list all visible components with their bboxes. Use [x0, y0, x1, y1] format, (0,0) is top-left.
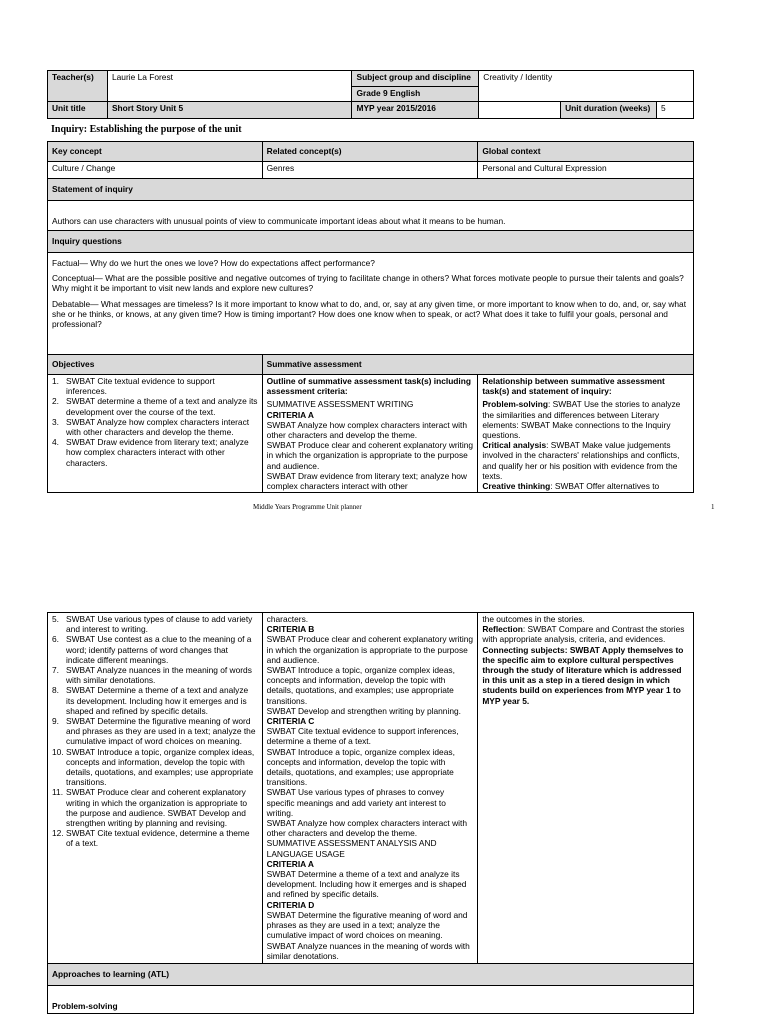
summative-item: characters. — [266, 614, 309, 624]
relationship-cell-page2 — [478, 613, 694, 964]
criteria-a: CRITERIA A — [266, 409, 314, 420]
summative-cell-page2 — [262, 613, 478, 964]
connecting-subjects-text: : SWBAT Apply themselves to the specific aim to explore cultural perspectives through the study of literature which is addressed in this unit as a step in a tiered design in which students build on experiences from MYP year 1 to MYP year 5. — [482, 644, 684, 706]
objective-row — [52, 685, 258, 716]
criteria-d: CRITERIA D — [266, 899, 315, 910]
summative-cell — [262, 375, 478, 493]
relationship-cell — [478, 375, 694, 493]
inquiry-table — [47, 141, 694, 493]
objective-item: SWBAT Draw evidence from literary text; analyze how complex characters interact with other characters. — [66, 437, 249, 468]
creativity-identity: Creativity / Identity — [479, 71, 694, 102]
problem-solving-text: : SWBAT Use the stories to analyze the similarities and differences between Literary elements: SWBAT Make connections to the Inquiry questions. — [482, 399, 681, 441]
subject-label: Subject group and discipline — [352, 71, 479, 87]
objective-number: 7. — [52, 665, 59, 676]
criteria-b: CRITERIA B — [266, 624, 315, 635]
duration-label: Unit duration (weeks) — [561, 102, 657, 119]
duration-value: 5 — [657, 102, 694, 119]
summative-item: SWBAT Introduce a topic, organize complex ideas, concepts and information, develop the topic with details, quotations, and examples; use appropriate transitions. — [266, 746, 455, 788]
reflection-label: Reflection — [482, 624, 523, 635]
summative-item: SWBAT Produce clear and coherent explanatory writing in which the organization is appropriate to the purpose and audience. — [266, 634, 474, 665]
objective-item: SWBAT Cite textual evidence to support inferences. — [66, 376, 215, 397]
debatable-question: Debatable— What messages are timeless? Is it more important to know what to do, and, or, say at any given time, or more important to know when to do, and, or, say what she or he thinks, or knows, at any given time? How is timing important? How does one know when to speak, or act? What does it take to fulfil your goals, personal and professional? — [52, 298, 687, 330]
summative-item: SWBAT Determine the figurative meaning of word and phrases as they are used in a text; analyze the cumulative impact of word choices on meaning. — [266, 909, 468, 941]
header-table — [47, 70, 694, 119]
atl-label: Approaches to learning (ATL) — [48, 964, 694, 986]
global-context-label: Global context — [478, 142, 694, 162]
objective-item: SWBAT determine a theme of a text and analyze its development over the course of the text. — [66, 396, 258, 417]
objective-row — [52, 828, 258, 848]
connecting-subjects-label: Connecting subjects — [482, 644, 565, 655]
objective-row — [52, 614, 258, 634]
objective-item: SWBAT Use various types of clause to add variety and interest to writing. — [66, 614, 253, 635]
problem-solving-heading: Problem-solving — [48, 986, 694, 1014]
objective-item: SWBAT Determine the figurative meaning of word and phrases as they are used in a text; analyze the cumulative impact of word choices on meaning. — [66, 716, 256, 747]
objective-number: 11. — [52, 787, 64, 798]
objective-item: SWBAT Introduce a topic, organize complex ideas, concepts and information, develop the topic with details, quotations, and examples; use appropriate transitions. — [66, 746, 255, 788]
objectives-cell-page2 — [48, 613, 263, 964]
statement-label: Statement of inquiry — [48, 179, 694, 201]
teacher-label: Teacher(s) — [48, 71, 108, 102]
objective-number: 10. — [52, 746, 64, 757]
summative-item: SWBAT Use various types of phrases to convey specific meanings and add variety ant interest to writing. — [266, 787, 446, 818]
objective-item: SWBAT Analyze how complex characters interact with other characters and develop the theme. — [66, 416, 250, 438]
criteria-a: CRITERIA A — [266, 858, 314, 869]
factual-question: Factual— Why do we hurt the ones we love? How do expectations affect performance? — [52, 258, 375, 268]
unit-title-label: Unit title — [48, 102, 108, 119]
relationship-label: Relationship between summative assessment task(s) and statement of inquiry: — [482, 376, 665, 397]
critical-analysis-label: Critical analysis — [482, 440, 547, 451]
subject-value: Grade 9 English — [352, 87, 479, 102]
objective-item: SWBAT Analyze nuances in the meaning of words with similar denotations. — [66, 665, 252, 686]
page2-table — [47, 612, 694, 1014]
objective-row — [52, 747, 258, 788]
footer-text: Middle Years Programme Unit planner — [253, 503, 362, 511]
relationship-intro: the outcomes in the stories. — [482, 614, 585, 624]
reflection-text: : SWBAT Compare and Contrast the stories with appropriate analysis, criteria, and evidences. — [482, 624, 685, 645]
summative-item: SWBAT Analyze how complex characters interact with other characters and develop the theme. — [266, 419, 467, 441]
objective-number: 9. — [52, 716, 59, 727]
objectives-label: Objectives — [48, 355, 263, 375]
summative-label: Summative assessment — [262, 355, 693, 375]
page-number: 1 — [711, 503, 715, 511]
myp-year: MYP year 2015/2016 — [352, 102, 479, 119]
objective-row — [52, 665, 258, 685]
objective-number: 5. — [52, 614, 59, 624]
objective-number: 12. — [52, 828, 64, 839]
objective-row — [52, 787, 258, 828]
conceptual-question: Conceptual— What are the possible positive and negative outcomes of trying to facilitate change in others? What forces motivate people to pursue their talents and goals? Why might it be important to visit new lands and explore new cultures? — [52, 273, 684, 294]
outline-label: Outline of summative assessment task(s) including assessment criteria: — [266, 376, 471, 397]
objective-item: SWBAT Cite textual evidence, determine a theme of a text. — [66, 828, 250, 849]
objective-item: SWBAT Determine a theme of a text and analyze its development. Including how it emerges and is shaped and refined by specific details. — [66, 685, 249, 716]
related-concepts-label: Related concept(s) — [262, 142, 478, 162]
creative-thinking-text: : SWBAT Offer alternatives to — [550, 481, 660, 492]
summative-item: SWBAT Determine a theme of a text and analyze its development. Including how it emerges and is shaped and refined by specific details. — [266, 869, 467, 900]
key-concept-label: Key concept — [48, 142, 263, 162]
summative-item: SWBAT Develop and strengthen writing by planning. — [266, 705, 461, 716]
problem-solving-label: Problem-solving — [482, 399, 548, 410]
creative-thinking-label: Creative thinking — [482, 481, 551, 492]
key-concept-value: Culture / Change — [48, 162, 263, 179]
summative-item: SWBAT Analyze nuances in the meaning of words with similar denotations. — [266, 940, 470, 961]
summative-item: SWBAT Draw evidence from literary text; analyze how complex characters interact with other — [266, 470, 467, 492]
inquiry-questions-label: Inquiry questions — [48, 231, 694, 253]
inquiry-heading: Inquiry: Establishing the purpose of the unit — [51, 124, 242, 135]
global-context-value: Personal and Cultural Expression — [478, 162, 694, 179]
statement-text: Authors can use characters with unusual points of view to communicate important ideas about what it means to be human. — [48, 201, 694, 231]
summative-writing-heading: SUMMATIVE ASSESSMENT WRITING — [266, 399, 414, 410]
objective-number: 8. — [52, 685, 59, 696]
objective-row — [52, 716, 258, 747]
objective-number: 6. — [52, 634, 59, 645]
objectives-cell: 1. SWBAT Cite textual evidence to support inferences. 2. SWBAT determine a theme of a text and analyze its development over the course of the text. 3. SWBAT Analyze how complex characters interact with other characters and develop the theme. 4. SWBAT Draw evidence from literary text; analyze how complex characters interact with other characters. — [48, 375, 263, 493]
summative-item: SWBAT Analyze how complex characters interact with other characters and develop the theme. — [266, 818, 467, 839]
summative-item: SWBAT Produce clear and coherent explanatory writing in which the organization is appropriate to the purpose and audience. — [266, 440, 474, 471]
objective-item: SWBAT Use contest as a clue to the meaning of a word; identify patterns of word changes that indicate different meanings. — [66, 634, 252, 665]
summative-analysis-heading: SUMMATIVE ASSESSMENT ANALYSIS AND LANGUAGE USAGE — [266, 838, 437, 859]
related-concepts-value: Genres — [262, 162, 478, 179]
summative-item: SWBAT Cite textual evidence to support inferences, determine a theme of a text. — [266, 726, 459, 747]
criteria-c: CRITERIA C — [266, 716, 315, 727]
objective-row — [52, 634, 258, 665]
summative-item: SWBAT Introduce a topic, organize complex ideas, concepts and information, develop the topic with details, quotations, and examples; use appropriate transitions. — [266, 665, 455, 706]
objective-item: SWBAT Produce clear and coherent explanatory writing in which the organization is appropriate to the purpose and audience. SWBAT Develop and strengthen writing by planning and revising. — [66, 787, 248, 829]
critical-analysis-text: : SWBAT Make value judgements involved in the characters' relationships and conflicts, and qualify her or his position with evidence from the texts. — [482, 440, 680, 481]
unit-title: Short Story Unit 5 — [107, 102, 352, 119]
teacher-name: Laurie La Forest — [107, 71, 352, 102]
